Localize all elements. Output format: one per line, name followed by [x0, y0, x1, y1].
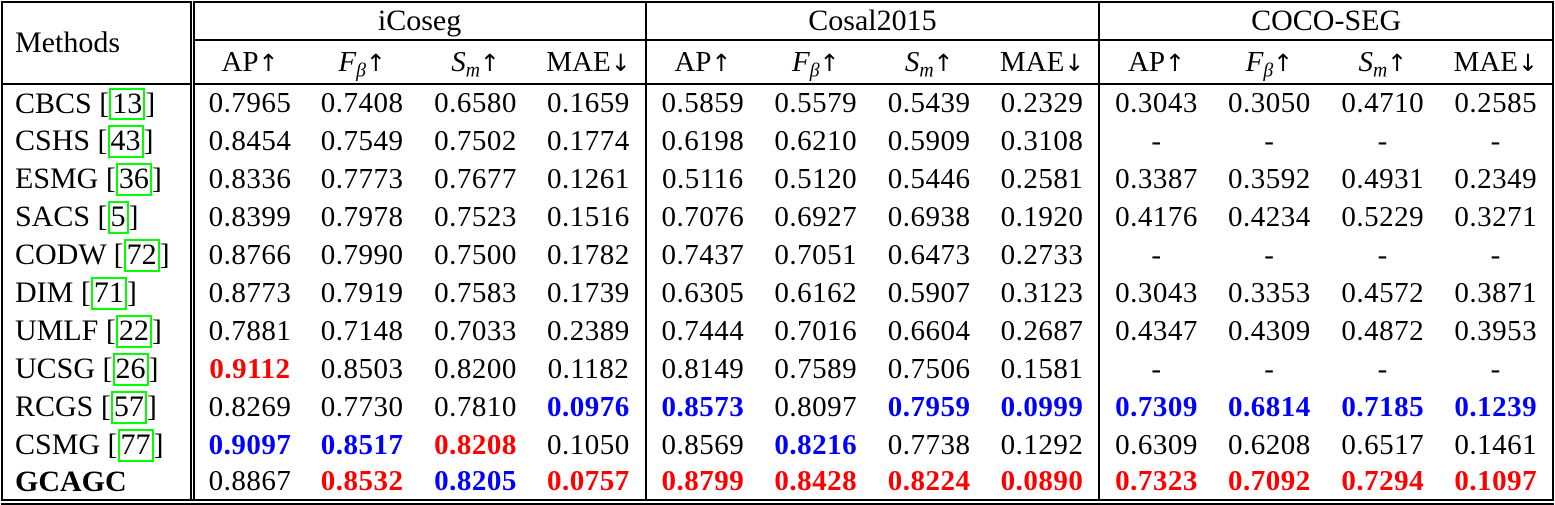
value-cell: 0.9097	[192, 426, 305, 464]
citation-bracket-close: ]	[143, 124, 154, 157]
metric-header-coco-seg-sm	[1326, 40, 1439, 84]
citation-link[interactable]: 72	[124, 239, 160, 272]
value-cell: 0.3108	[1000, 124, 1084, 157]
value-cell: 0.3592	[1227, 162, 1311, 195]
value-cell: -	[1490, 352, 1501, 385]
method-cell	[2, 274, 192, 312]
value-cell: 0.4931	[1341, 162, 1425, 195]
value-cell: 0.7502	[434, 124, 517, 157]
value-cell: 0.4347	[1099, 312, 1212, 350]
method-cell	[2, 388, 192, 426]
citation-bracket-open: [	[100, 390, 111, 423]
table-row-cbcs	[2, 84, 1553, 122]
arrow-down-icon: ↓	[610, 48, 631, 77]
value-cell: 0.4309	[1227, 314, 1311, 347]
value-cell: 0.1182	[547, 352, 630, 385]
arrow-down-icon: ↓	[1518, 48, 1538, 77]
metric-label: S	[451, 45, 466, 78]
citation-bracket-close: ]	[146, 390, 157, 423]
value-cell: 0.2585	[1454, 87, 1538, 119]
value-cell: -	[1490, 238, 1501, 271]
value-cell: 0.6210	[774, 124, 858, 157]
value-cell: 0.5439	[887, 87, 971, 119]
value-cell: 0.6162	[774, 276, 858, 309]
value-cell: 0.0890	[1000, 465, 1084, 497]
value-cell: 0.7016	[774, 314, 858, 347]
metric-label: AP	[221, 45, 259, 78]
value-cell: 0.7965	[192, 84, 305, 122]
metric-header-icoseg-sm	[419, 40, 532, 84]
value-cell: 0.1097	[1454, 465, 1538, 497]
group-header-cosal2015: Cosal2015	[646, 2, 1100, 40]
table-row-esmg	[2, 160, 1553, 198]
value-cell: 0.7677	[434, 162, 517, 195]
metric-header-coco-seg-mae	[1439, 40, 1553, 84]
citation-bracket-close: ]	[153, 428, 164, 461]
method-name: CSMG	[15, 428, 101, 461]
value-cell: 0.6580	[434, 87, 517, 119]
value-cell: 0.3387	[1099, 160, 1212, 198]
citation-bracket-open: [	[80, 276, 91, 309]
metric-header-icoseg-fb	[305, 40, 418, 84]
value-cell: 0.8399	[192, 198, 305, 236]
value-cell: 0.7051	[774, 238, 858, 271]
value-cell: 0.3043	[1099, 274, 1212, 312]
value-cell: 0.5909	[887, 124, 971, 157]
citation-link[interactable]: 13	[109, 88, 145, 121]
value-cell: 0.8269	[192, 388, 305, 426]
citation-link[interactable]: 77	[118, 429, 154, 462]
value-cell: 0.5116	[646, 160, 759, 198]
group-header-coco-seg: COCO-SEG	[1099, 2, 1553, 40]
citation-link[interactable]: 43	[108, 125, 144, 158]
value-cell: 0.1739	[547, 276, 630, 309]
value-cell: -	[1264, 352, 1275, 385]
value-cell: 0.7185	[1341, 390, 1425, 423]
value-cell: 0.7500	[434, 238, 517, 271]
value-cell: 0.0757	[547, 465, 630, 497]
value-cell: 0.2687	[1000, 314, 1084, 347]
value-cell: 0.7959	[887, 390, 971, 423]
table-row-csmg	[2, 426, 1553, 464]
value-cell: 0.4710	[1341, 87, 1425, 119]
value-cell: 0.2349	[1454, 162, 1538, 195]
method-name: RCGS	[15, 390, 94, 423]
metric-label: F	[338, 45, 357, 78]
citation-bracket-close: ]	[151, 314, 162, 347]
citation-bracket-close: ]	[145, 86, 156, 120]
method-name: CSHS	[15, 124, 91, 157]
method-name: UCSG	[15, 352, 96, 385]
value-cell: 0.2581	[1000, 162, 1084, 195]
method-name: DIM	[15, 276, 74, 309]
value-cell: 0.4872	[1341, 314, 1425, 347]
value-cell: 0.6814	[1227, 390, 1311, 423]
citation-link[interactable]: 26	[113, 353, 149, 386]
citation-bracket-close: ]	[148, 352, 159, 385]
value-cell: 0.7583	[434, 276, 517, 309]
value-cell: 0.7810	[434, 390, 517, 423]
citation-link[interactable]: 57	[111, 391, 147, 424]
value-cell: 0.6309	[1099, 426, 1212, 464]
value-cell: 0.2329	[1000, 87, 1084, 119]
value-cell: 0.1581	[1000, 352, 1084, 385]
value-cell: 0.2733	[1000, 238, 1084, 271]
citation-link[interactable]: 5	[108, 201, 129, 234]
citation-bracket-close: ]	[151, 162, 162, 195]
value-cell: 0.8097	[774, 390, 858, 423]
value-cell: 0.0976	[547, 390, 630, 423]
metric-header-coco-seg-fb	[1213, 40, 1326, 84]
value-cell: -	[1099, 236, 1212, 274]
arrow-up-icon: ↑	[1387, 48, 1408, 77]
value-cell: 0.7309	[1099, 388, 1212, 426]
metric-subscript: β	[356, 59, 366, 82]
metric-label: AP	[1127, 45, 1166, 78]
metric-label: F	[792, 45, 810, 78]
citation-bracket-open: [	[97, 200, 108, 233]
value-cell: 0.3871	[1454, 276, 1538, 309]
paper-results-table-page	[0, 1, 1555, 504]
arrow-up-icon: ↑	[1165, 48, 1185, 77]
results-table	[1, 1, 1554, 505]
method-cell	[2, 312, 192, 350]
method-name: UMLF	[15, 314, 99, 347]
arrow-up-icon: ↑	[819, 48, 840, 77]
metric-header-row	[2, 40, 1553, 84]
methods-column-header: Methods	[2, 2, 192, 84]
metric-subscript: m	[465, 59, 480, 82]
method-name: SACS	[15, 200, 91, 233]
arrow-up-icon: ↑	[365, 48, 386, 77]
metric-header-cosal2015-sm	[872, 40, 985, 84]
method-cell	[2, 464, 192, 502]
metric-label: S	[904, 45, 920, 78]
value-cell: 0.3271	[1454, 200, 1538, 233]
citation-bracket-open: [	[102, 352, 113, 385]
value-cell: 0.4234	[1227, 200, 1311, 233]
value-cell: 0.7990	[320, 238, 404, 271]
value-cell: -	[1377, 124, 1388, 157]
metric-header-icoseg-mae	[532, 40, 645, 84]
value-cell: 0.7294	[1341, 465, 1425, 497]
value-cell: 0.6305	[646, 274, 759, 312]
metric-label: S	[1358, 45, 1373, 78]
value-cell: 0.8573	[646, 388, 759, 426]
value-cell: 0.6927	[774, 200, 858, 233]
value-cell: 0.7738	[887, 428, 971, 461]
value-cell: 0.7444	[646, 312, 759, 350]
table-row-dim	[2, 274, 1553, 312]
method-name: CBCS	[15, 86, 92, 120]
value-cell: 0.8867	[192, 464, 305, 502]
value-cell: 0.7506	[887, 352, 971, 385]
table-row-rcgs	[2, 388, 1553, 426]
value-cell: -	[1264, 124, 1275, 157]
value-cell: 0.1292	[1000, 428, 1084, 461]
value-cell: 0.8149	[646, 350, 759, 388]
table-row-gcagc	[2, 464, 1553, 502]
metric-header-icoseg-ap	[192, 40, 305, 84]
citation-bracket-close: ]	[126, 276, 137, 309]
value-cell: 0.8205	[434, 465, 517, 497]
method-cell	[2, 160, 192, 198]
value-cell: 0.7730	[320, 390, 404, 423]
value-cell: 0.8569	[646, 426, 759, 464]
arrow-up-icon: ↑	[1273, 48, 1294, 77]
value-cell: 0.8766	[192, 236, 305, 274]
value-cell: 0.1461	[1454, 428, 1538, 461]
value-cell: -	[1099, 122, 1212, 160]
dataset-header-row	[2, 2, 1553, 40]
citation-link[interactable]: 36	[116, 163, 152, 196]
value-cell: 0.7881	[192, 312, 305, 350]
value-cell: -	[1377, 352, 1388, 385]
value-cell: 0.1516	[547, 200, 630, 233]
value-cell: 0.3953	[1454, 314, 1538, 347]
arrow-up-icon: ↑	[479, 48, 500, 77]
arrow-up-icon: ↑	[711, 48, 732, 77]
value-cell: 0.1920	[1000, 200, 1084, 233]
value-cell: 0.8503	[320, 352, 404, 385]
value-cell: 0.8208	[434, 428, 517, 461]
metric-label: MAE	[999, 45, 1065, 78]
table-row-umlf	[2, 312, 1553, 350]
value-cell: 0.6208	[1227, 428, 1311, 461]
value-cell: 0.7549	[320, 124, 404, 157]
value-cell: 0.7148	[320, 314, 404, 347]
value-cell: 0.6198	[646, 122, 759, 160]
metric-label: F	[1245, 45, 1264, 78]
value-cell: 0.8200	[434, 352, 517, 385]
table-row-sacs	[2, 198, 1553, 236]
method-cell	[2, 84, 192, 122]
citation-bracket-open: [	[113, 238, 124, 271]
table-row-cshs	[2, 122, 1553, 160]
value-cell: 0.6604	[887, 314, 971, 347]
value-cell: 0.8216	[774, 428, 858, 461]
value-cell: 0.2389	[547, 314, 630, 347]
value-cell: 0.4176	[1099, 198, 1212, 236]
value-cell: 0.3043	[1099, 84, 1212, 122]
value-cell: 0.7773	[320, 162, 404, 195]
value-cell: 0.5907	[887, 276, 971, 309]
metric-label: AP	[674, 45, 712, 78]
value-cell: 0.6517	[1341, 428, 1425, 461]
value-cell: 0.5229	[1341, 200, 1425, 233]
citation-link[interactable]: 71	[91, 277, 127, 310]
value-cell: 0.4572	[1341, 276, 1425, 309]
value-cell: 0.7437	[646, 236, 759, 274]
value-cell: 0.9112	[192, 350, 305, 388]
metric-header-cosal2015-fb	[759, 40, 872, 84]
group-header-icoseg: iCoseg	[192, 2, 646, 40]
value-cell: -	[1099, 350, 1212, 388]
value-cell: 0.3050	[1227, 87, 1311, 119]
value-cell: 0.8224	[887, 465, 971, 497]
method-cell	[2, 236, 192, 274]
value-cell: -	[1377, 238, 1388, 271]
metric-header-cosal2015-ap	[646, 40, 759, 84]
value-cell: 0.5579	[774, 87, 858, 119]
value-cell: 0.5859	[646, 84, 759, 122]
metric-subscript: m	[919, 59, 934, 82]
table-row-codw	[2, 236, 1553, 274]
value-cell: 0.8454	[192, 122, 305, 160]
citation-bracket-open: [	[99, 86, 110, 120]
value-cell: 0.5120	[774, 162, 858, 195]
method-name: CODW	[15, 238, 107, 271]
value-cell: 0.7523	[434, 200, 517, 233]
value-cell: 0.8532	[320, 465, 404, 497]
value-cell: 0.6473	[887, 238, 971, 271]
method-name: ESMG	[15, 162, 99, 195]
value-cell: 0.0999	[1000, 390, 1084, 423]
arrow-up-icon: ↑	[258, 48, 279, 77]
value-cell: 0.7076	[646, 198, 759, 236]
value-cell: 0.7919	[320, 276, 404, 309]
value-cell: 0.7092	[1227, 465, 1311, 497]
arrow-up-icon: ↑	[933, 48, 954, 77]
value-cell: 0.8799	[646, 464, 759, 502]
table-row-ucsg	[2, 350, 1553, 388]
value-cell: 0.1050	[547, 428, 630, 461]
citation-bracket-open: [	[105, 314, 116, 347]
value-cell: 0.8517	[320, 428, 404, 461]
value-cell: 0.8773	[192, 274, 305, 312]
value-cell: 0.7033	[434, 314, 517, 347]
method-cell	[2, 122, 192, 160]
citation-link[interactable]: 22	[116, 315, 152, 348]
method-cell	[2, 350, 192, 388]
metric-subscript: m	[1372, 59, 1388, 82]
value-cell: 0.3123	[1000, 276, 1084, 309]
value-cell: 0.8336	[192, 160, 305, 198]
citation-bracket-open: [	[105, 162, 116, 195]
citation-bracket-open: [	[97, 124, 108, 157]
value-cell: -	[1490, 124, 1501, 157]
value-cell: 0.5446	[887, 162, 971, 195]
value-cell: 0.1239	[1454, 390, 1538, 423]
metric-header-coco-seg-ap	[1099, 40, 1212, 84]
method-cell	[2, 198, 192, 236]
value-cell: 0.8428	[774, 465, 858, 497]
arrow-down-icon: ↓	[1064, 48, 1085, 77]
value-cell: 0.7589	[774, 352, 858, 385]
value-cell: 0.7978	[320, 200, 404, 233]
metric-header-cosal2015-mae	[986, 40, 1099, 84]
metric-subscript: β	[809, 59, 820, 82]
citation-bracket-open: [	[107, 428, 118, 461]
value-cell: 0.1659	[547, 87, 630, 119]
value-cell: 0.3353	[1227, 276, 1311, 309]
value-cell: 0.7323	[1099, 464, 1212, 502]
value-cell: 0.1782	[547, 238, 630, 271]
method-cell	[2, 426, 192, 464]
value-cell: 0.7408	[320, 87, 404, 119]
method-name: GCAGC	[15, 464, 127, 498]
value-cell: 0.6938	[887, 200, 971, 233]
metric-label: MAE	[1453, 45, 1518, 78]
metric-label: MAE	[546, 45, 611, 78]
value-cell: 0.1261	[547, 162, 630, 195]
metric-subscript: β	[1263, 59, 1274, 82]
citation-bracket-close: ]	[159, 238, 170, 271]
value-cell: -	[1264, 238, 1275, 271]
citation-bracket-close: ]	[128, 200, 139, 233]
value-cell: 0.1774	[547, 124, 630, 157]
